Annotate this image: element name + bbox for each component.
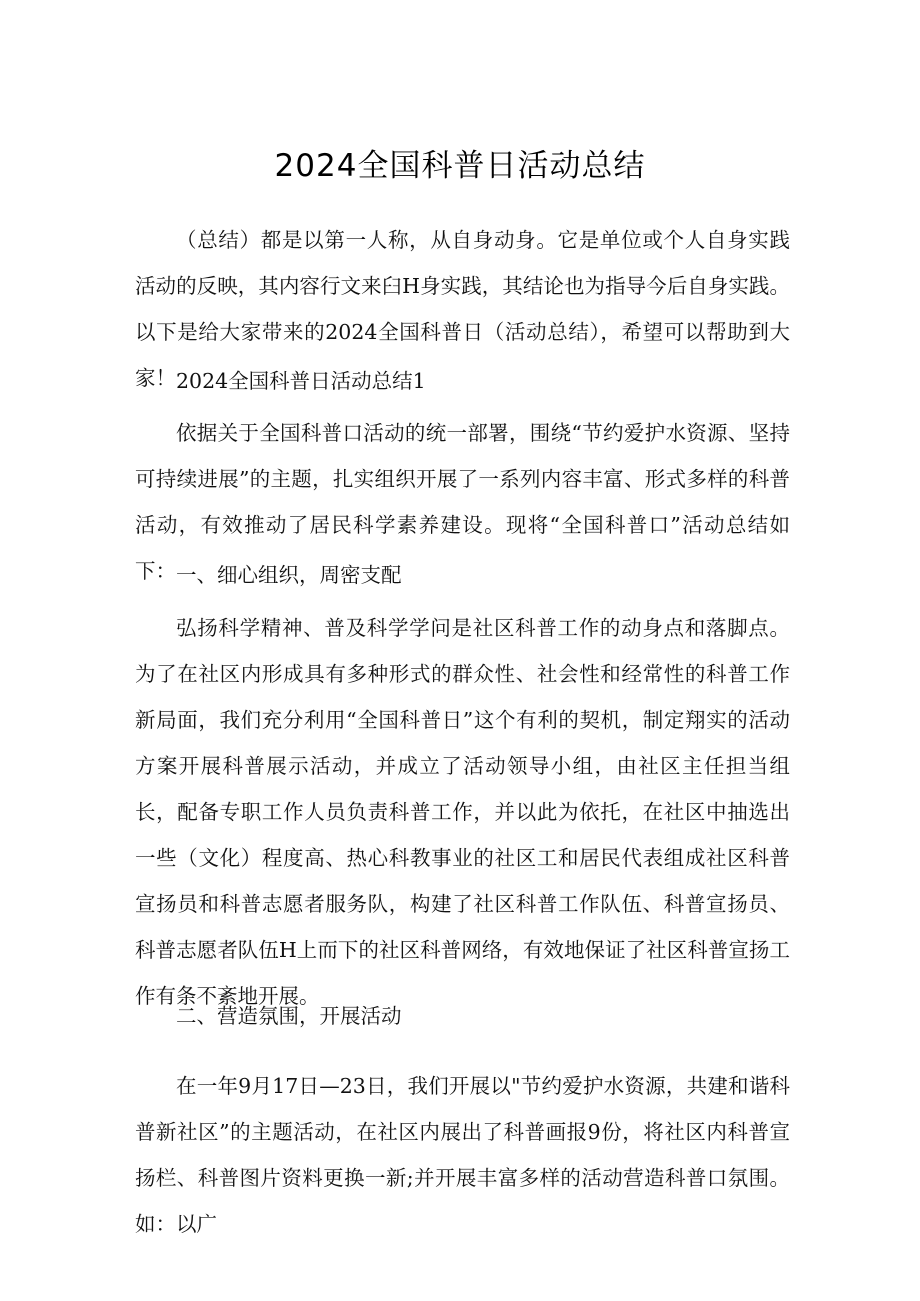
paragraph-1: 依据关于全国科普口活动的统一部署，围绕“节约爱护水资源、坚持可持续进展”的主题，扎实组织开展了一系列内容丰富、形式多样的科普活动，有效推动了居民科学素养建设。现将“全国科普口”活动总结如下：: [135, 421, 790, 583]
paragraph-3: 在一年9月17日—23日，我们开展以"节约爱护水资源，共建和谐科普新社区”的主题活动，在社区内展出了科普画报9份，将社区内科普宣扬栏、科普图片资料更换一新;并开展丰富多样的活动营造科普口氛围。如：以广: [135, 1074, 790, 1236]
intro-paragraph: （总结）都是以第一人称，从自身动身。它是单位或个人自身实践活动的反映，其内容行文来臼H身实践，其结论也为指导今后自身实践。以下是给大家带来的2024全国科普日（活动总结），希望可以帮助到大家！: [135, 228, 790, 390]
document-title: 2024全国科普日活动总结: [274, 148, 646, 184]
section-title: 2024全国科普日活动总结1: [176, 369, 426, 393]
heading-2: 二、营造氛围，开展活动: [176, 1004, 402, 1028]
heading-1: 一、细心组织，周密支配: [176, 563, 402, 587]
paragraph-2: 弘扬科学精神、普及科学学问是社区科普工作的动身点和落脚点。为了在社区内形成具有多种形式的群众性、社会性和经常性的科普工作新局面，我们充分利用“全国科普日”这个有利的契机，制定翔实的活动方案开展科普展示活动，并成立了活动领导小组，由社区主任担当组长，配备专职工作人员负责科普工作，并以此为依托，在社区中抽选出一些（文化）程度高、热心科教事业的社区工和居民代表组成社区科普宣扬员和科普志愿者服务队，构建了社区科普工作队伍、科普宣扬员、科普志愿者队伍H上而下的社区科普网络，有效地保证了社区科普宣扬工作有条不紊地开展。: [135, 616, 790, 1008]
